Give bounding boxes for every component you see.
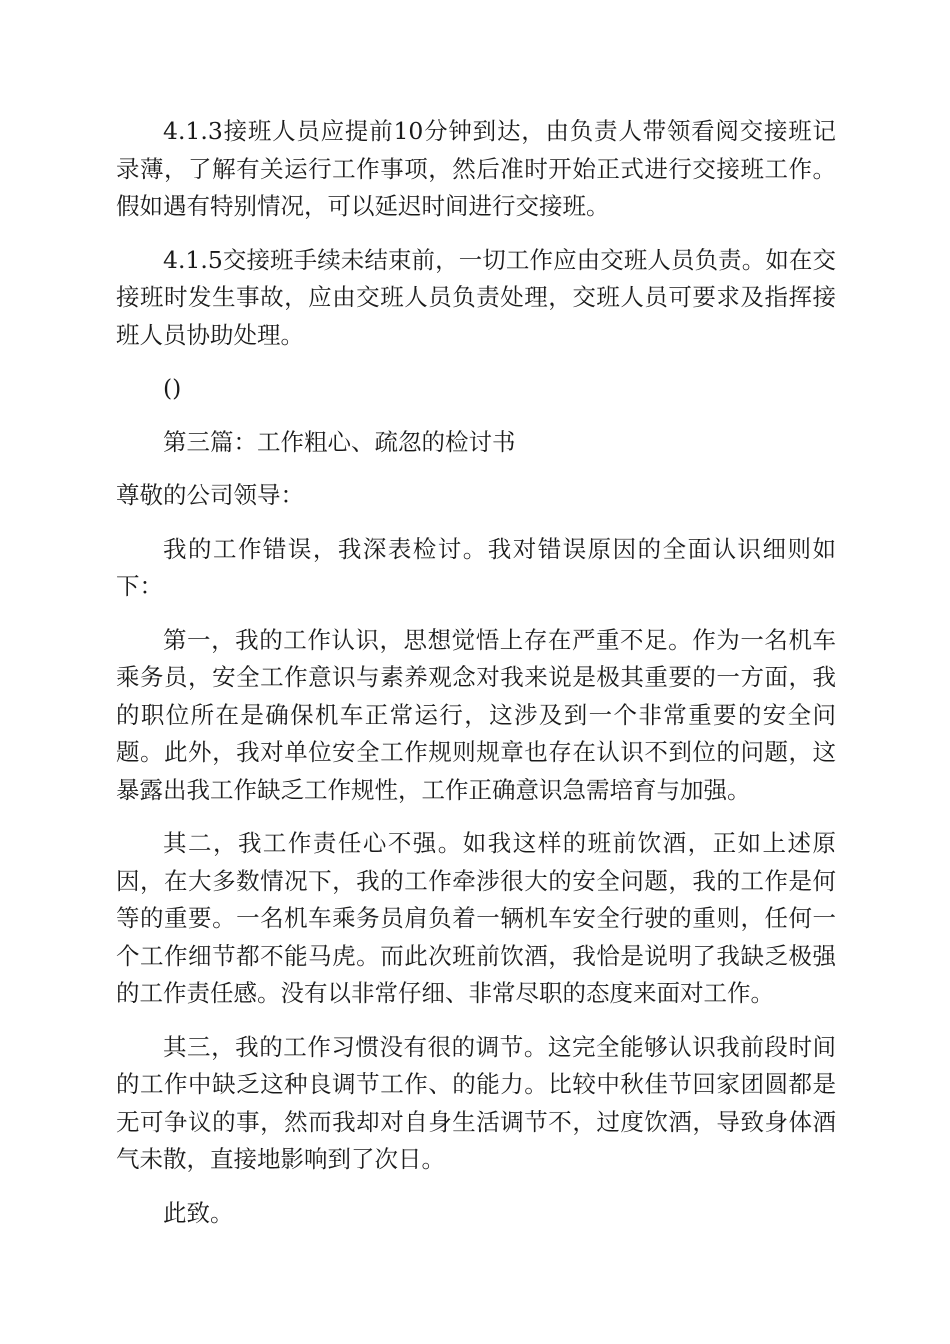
paragraph-second-point: 其二，我工作责任心不强。如我这样的班前饮酒，正如上述原因，在大多数情况下，我的工作牵涉很大的安全问题，我的工作是何等的重要。一名机车乘务员肩负着一辆机车安全行驶的重则，任何一个工作细节都不能马虎。而此次班前饮酒，我恰是说明了我缺乏极强的工作责任感。没有以非常仔细、非常尽职的态度来面对工作。 xyxy=(116,829,836,1007)
paragraph-4-1-3: 4.1.3接班人员应提前10分钟到达，由负责人带领看阅交接班记录薄，了解有关运行工作事项，然后准时开始正式进行交接班工作。假如遇有特别情况，可以延迟时间进行交接班。 xyxy=(116,117,836,220)
closing: 此致。 xyxy=(163,1198,234,1227)
paragraph-parentheses: () xyxy=(163,374,182,402)
paragraph-third-point: 其三，我的工作习惯没有很的调节。这完全能够认识我前段时间的工作中缺乏这种良调节工作、的能力。比较中秋佳节回家团圆都是无可争议的事，然而我却对自身生活调节不，过度饮酒，导致身体酒气未散，直接地影响到了次日。 xyxy=(116,1032,836,1173)
document-body xyxy=(116,113,836,1248)
paragraph-first-point: 第一，我的工作认识，思想觉悟上存在严重不足。作为一名机车乘务员，安全工作意识与素养观念对我来说是极其重要的一方面，我的职位所在是确保机车正常运行，这涉及到一个非常重要的安全问题。此外，我对单位安全工作规则规章也存在认识不到位的问题，这暴露出我工作缺乏工作规性，工作正确意识急需培育与加强。 xyxy=(116,625,836,804)
section-heading: 第三篇：工作粗心、疏忽的检讨书 xyxy=(163,427,516,456)
salutation: 尊敬的公司领导： xyxy=(116,481,304,509)
paragraph-4-1-5: 4.1.5交接班手续未结束前，一切工作应由交班人员负责。如在交接班时发生事故，应由交班人员负责处理，交班人员可要求及指挥接班人员协助处理。 xyxy=(116,245,836,349)
paragraph-intro: 我的工作错误，我深表检讨。我对错误原因的全面认识细则如下： xyxy=(116,534,836,600)
